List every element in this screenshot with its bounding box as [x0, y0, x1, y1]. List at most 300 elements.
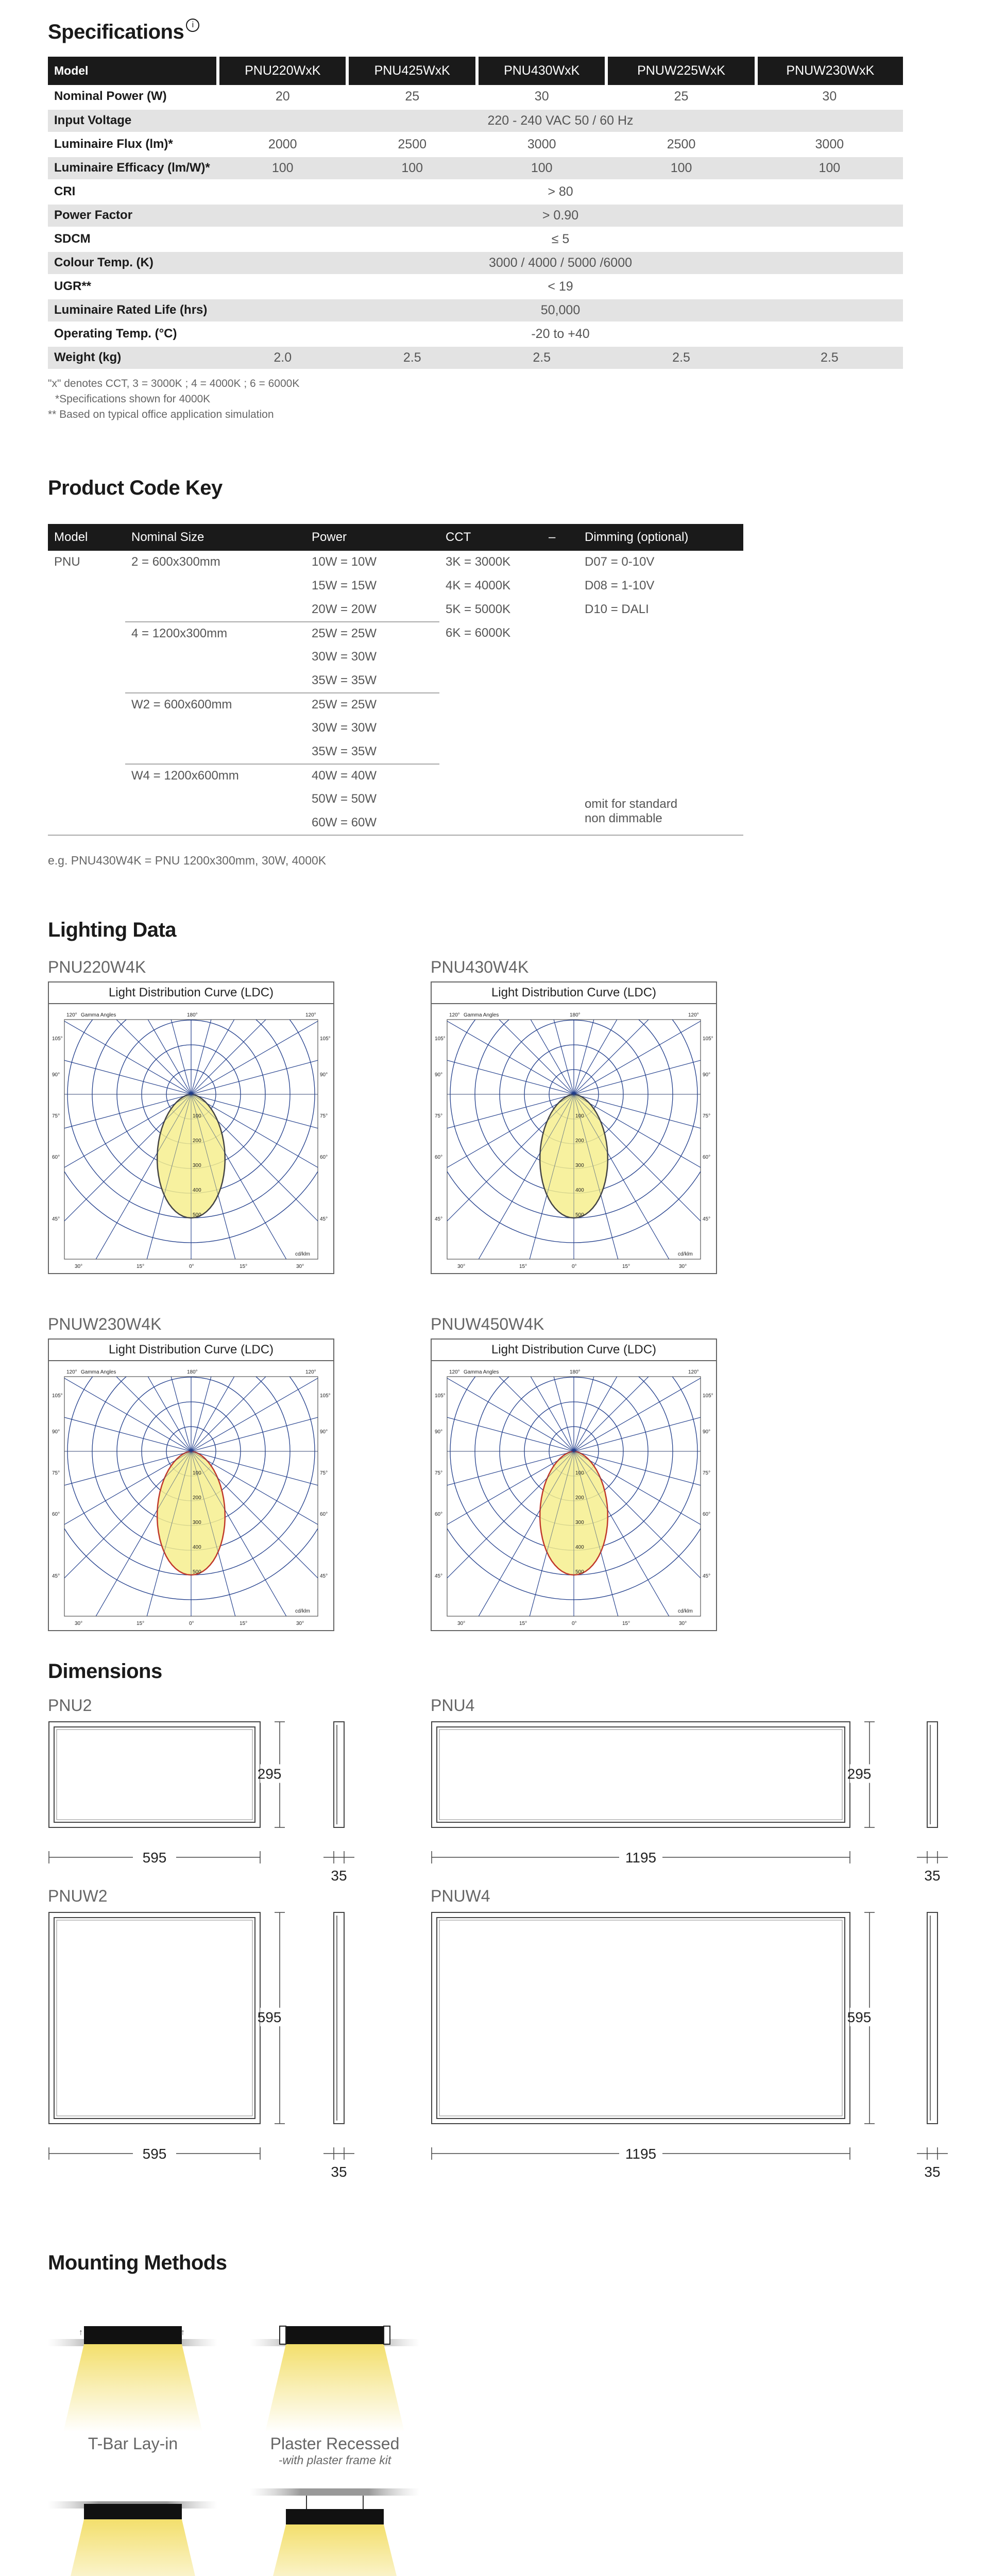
dimension-label: PNU2 — [48, 1696, 92, 1715]
spec-row-value: < 19 — [218, 275, 903, 298]
ldc-angle-left: 60° — [435, 1155, 443, 1160]
ldc-radial-label: 100 — [575, 1113, 584, 1119]
code-size: 2 = 600x300mm — [131, 555, 220, 569]
ldc-angle-top: 120° — [449, 1369, 460, 1375]
code-size — [125, 717, 305, 740]
dimension-depth: 35 — [924, 1868, 941, 1883]
spec-row-label: Nominal Power (W) — [48, 85, 218, 109]
spec-row-value: 25 — [606, 85, 756, 109]
spec-row-value: 25 — [347, 85, 476, 109]
code-power: 35W = 35W — [312, 744, 377, 758]
ldc-angle-bottom: 15° — [240, 1621, 248, 1626]
code-cct: 5K = 5000K — [446, 602, 511, 616]
ldc-angle-right: 105° — [320, 1036, 331, 1042]
code-model — [48, 693, 125, 717]
ldc-ray — [574, 1004, 667, 1094]
code-row — [48, 811, 743, 835]
code-cct — [439, 740, 542, 764]
dimension-width: 595 — [142, 2146, 167, 2162]
ldc-angle-right: 75° — [703, 1470, 711, 1476]
ldc-angle-top: 120° — [688, 1012, 699, 1018]
code-cct — [439, 788, 542, 811]
ldc-angle-left: 75° — [435, 1470, 443, 1476]
spec-note: "x" denotes CCT, 3 = 3000K ; 4 = 4000K ; 6 = 6000K — [48, 378, 300, 389]
spec-row-value: 50,000 — [218, 298, 903, 322]
spec-row — [48, 85, 903, 109]
ldc-angle-right: 105° — [703, 1036, 713, 1042]
code-cct — [439, 717, 542, 740]
code-dimming: D08 = 1-10V — [585, 579, 655, 592]
ldc-angle-left: 105° — [52, 1393, 63, 1399]
spec-row-value: 30 — [756, 85, 903, 109]
ldc-angle-top: 120° — [66, 1012, 77, 1018]
luminaire-body — [286, 2509, 384, 2524]
spec-row — [48, 156, 903, 180]
ldc-angle-right: 45° — [703, 1216, 711, 1222]
svg-text:↑: ↑ — [79, 2328, 83, 2337]
spec-row-value: > 80 — [218, 180, 903, 204]
code-dash — [542, 574, 578, 598]
ldc-radial-label: 100 — [193, 1470, 201, 1476]
code-power: 40W = 40W — [305, 764, 439, 788]
code-model — [48, 764, 125, 788]
code-dash — [542, 764, 578, 788]
ldc-gamma-label: Gamma Angles — [81, 1369, 116, 1375]
spec-row-label: Power Factor — [48, 204, 218, 227]
ldc-angle-right: 90° — [320, 1072, 328, 1078]
spec-row-value: 2.5 — [347, 346, 476, 369]
code-dimming: non dimmable — [578, 811, 743, 835]
ldc-angle-top: 180° — [187, 1369, 198, 1375]
light-beam — [265, 2524, 404, 2576]
ldc-radial-label: 100 — [193, 1113, 201, 1119]
ldc-svg — [432, 1361, 716, 1630]
mounting-illustration — [250, 2308, 420, 2432]
spec-note: *Specifications shown for 4000K — [55, 393, 211, 405]
ldc-angle-bottom: 30° — [75, 1621, 83, 1626]
spec-header-model-col: PNUW230WxK — [756, 57, 903, 85]
ldc-radial-label: 400 — [575, 1188, 584, 1193]
ldc-radial-label: 200 — [193, 1495, 201, 1501]
code-dimming — [578, 693, 743, 717]
ldc-chart-title: Light Distribution Curve (LDC) — [49, 1340, 333, 1361]
info-icon[interactable]: i — [186, 19, 199, 32]
spec-row-value: -20 to +40 — [218, 322, 903, 346]
spec-note: ** Based on typical office application simulation — [48, 409, 274, 420]
spec-row — [48, 227, 903, 251]
ldc-angle-left: 90° — [52, 1429, 60, 1435]
dimension-drawing — [0, 1721, 989, 1883]
ldc-radial-label: 200 — [575, 1138, 584, 1144]
ldc-radial-label: 400 — [193, 1545, 201, 1550]
ldc-angle-bottom: 15° — [622, 1621, 630, 1626]
code-dash — [542, 551, 578, 574]
ldc-radial-label: 400 — [193, 1188, 201, 1193]
code-cct — [439, 811, 542, 835]
ldc-angle-left: 45° — [52, 1573, 60, 1579]
ldc-angle-bottom: 0° — [572, 1621, 577, 1626]
code-row — [48, 598, 743, 622]
code-power: 60W = 60W — [305, 811, 439, 835]
code-row — [48, 717, 743, 740]
ldc-angle-bottom: 30° — [679, 1621, 687, 1626]
code-header: Model — [48, 524, 125, 551]
ldc-angle-left: 75° — [52, 1113, 60, 1119]
ldc-angle-right: 45° — [703, 1573, 711, 1579]
ldc-angle-bottom: 15° — [240, 1264, 248, 1269]
specs-title: Specifications $^i$ — [48, 21, 199, 44]
code-power: 35W = 35W — [312, 673, 377, 687]
spec-row — [48, 204, 903, 227]
ldc-chart — [48, 981, 334, 1274]
spec-row-value: ≤ 5 — [218, 227, 903, 251]
panel-outline — [432, 1722, 850, 1827]
spec-row-value: 2000 — [218, 132, 347, 156]
code-header: – — [542, 524, 578, 551]
ldc-angle-top: 120° — [688, 1369, 699, 1375]
ldc-angle-left: 75° — [52, 1470, 60, 1476]
ldc-gamma-label: Gamma Angles — [464, 1369, 499, 1375]
code-dimming: D07 = 0-10V — [585, 555, 655, 569]
dimension-label: PNUW4 — [431, 1887, 490, 1905]
ldc-angle-right: 45° — [320, 1216, 328, 1222]
panel-outline — [432, 1912, 850, 2124]
ldc-angle-right: 45° — [320, 1573, 328, 1579]
spec-row — [48, 109, 903, 132]
code-dimming — [578, 622, 743, 646]
code-cct: 4K = 4000K — [446, 579, 511, 592]
ldc-angle-left: 75° — [435, 1113, 443, 1119]
luminaire-body — [84, 2504, 182, 2519]
ldc-ray — [191, 1361, 284, 1451]
code-size: 4 = 1200x300mm — [125, 622, 305, 646]
ldc-angle-left: 45° — [52, 1216, 60, 1222]
code-model — [48, 788, 125, 811]
luminaire-body — [84, 2326, 182, 2344]
code-power: 10W = 10W — [312, 555, 377, 569]
ldc-angle-bottom: 15° — [137, 1264, 145, 1269]
ldc-label: PNUW450W4K — [431, 1315, 544, 1333]
ldc-chart-title: Light Distribution Curve (LDC) — [432, 1340, 716, 1361]
ldc-angle-left: 60° — [52, 1512, 60, 1517]
spec-header-model-col: PNU220WxK — [218, 57, 347, 85]
spec-row-value: 2500 — [347, 132, 476, 156]
ldc-angle-top: 120° — [305, 1369, 316, 1375]
code-power: 25W = 25W — [305, 622, 439, 646]
ldc-radial-label: 500 — [193, 1212, 201, 1218]
code-dash — [542, 622, 578, 646]
spec-header-model-col: PNU430WxK — [477, 57, 606, 85]
ldc-angle-top: 180° — [570, 1012, 581, 1018]
dimensions-title: Dimensions — [48, 1660, 162, 1683]
ldc-radial-label: 300 — [193, 1520, 201, 1526]
code-dash — [542, 717, 578, 740]
code-model — [48, 669, 125, 693]
code-size — [125, 598, 305, 622]
ldc-angle-bottom: 30° — [296, 1621, 304, 1626]
dimension-depth: 35 — [924, 2164, 941, 2179]
spec-row-value: 30 — [477, 85, 606, 109]
ldc-radial-label: 500 — [193, 1569, 201, 1575]
ldc-ray — [574, 1361, 667, 1451]
ldc-svg — [432, 1004, 716, 1273]
ldc-chart-title: Light Distribution Curve (LDC) — [432, 982, 716, 1004]
spec-row — [48, 275, 903, 298]
code-dimming: D10 = DALI — [585, 602, 649, 616]
spec-row-value: 2500 — [606, 132, 756, 156]
light-beam — [265, 2344, 404, 2432]
code-dimming — [578, 646, 743, 669]
light-beam — [63, 2344, 202, 2432]
code-power: 20W = 20W — [312, 602, 377, 616]
code-cct — [439, 764, 542, 788]
spec-row-label: Luminaire Efficacy (lm/W)* — [48, 156, 218, 180]
ldc-angle-top: 120° — [449, 1012, 460, 1018]
dimension-label: PNUW2 — [48, 1887, 108, 1905]
code-key-title: Product Code Key — [48, 477, 223, 499]
spec-row-value: 2.5 — [756, 346, 903, 369]
code-model — [48, 717, 125, 740]
code-model — [48, 811, 125, 835]
spec-header-model-col: PNUW225WxK — [606, 57, 756, 85]
code-model — [48, 622, 125, 646]
ldc-angle-right: 60° — [320, 1512, 328, 1517]
ldc-angle-bottom: 0° — [572, 1264, 577, 1269]
panel-side-profile — [927, 1912, 937, 2124]
panel-side-profile — [927, 1722, 937, 1827]
code-row — [48, 764, 743, 788]
code-cct: 6K = 6000K — [446, 626, 511, 640]
ldc-angle-right: 60° — [703, 1512, 711, 1517]
ldc-angle-bottom: 15° — [519, 1264, 527, 1269]
ldc-angle-left: 60° — [435, 1512, 443, 1517]
code-model — [48, 598, 125, 622]
ldc-radial-label: 500 — [575, 1212, 584, 1218]
ldc-angle-left: 60° — [52, 1155, 60, 1160]
code-header: Power — [305, 524, 439, 551]
ldc-angle-right: 60° — [320, 1155, 328, 1160]
mounting-name: T-Bar Lay-in — [88, 2434, 178, 2453]
ldc-angle-left: 90° — [435, 1072, 443, 1078]
ldc-radial-label: 500 — [575, 1569, 584, 1575]
dimension-label: PNU4 — [431, 1696, 475, 1715]
spec-row-value: 100 — [477, 156, 606, 180]
dimension-drawing — [0, 1911, 989, 2179]
code-power: 15W = 15W — [312, 579, 377, 592]
code-row — [48, 646, 743, 669]
code-key-table — [48, 524, 743, 836]
code-dash — [542, 788, 578, 811]
spec-row-value: > 0.90 — [218, 204, 903, 227]
dimension-depth: 35 — [331, 2164, 347, 2179]
spec-row-value: 3000 — [756, 132, 903, 156]
code-row — [48, 740, 743, 764]
spec-row-label: Weight (kg) — [48, 346, 218, 369]
spec-row-label: Input Voltage — [48, 109, 218, 132]
ldc-angle-top: 180° — [187, 1012, 198, 1018]
ldc-radial-label: 200 — [575, 1495, 584, 1501]
code-dimming — [578, 764, 743, 788]
ldc-angle-right: 105° — [703, 1393, 713, 1399]
ldc-label: PNU430W4K — [431, 958, 529, 976]
ldc-angle-right: 75° — [703, 1113, 711, 1119]
ldc-angle-bottom: 0° — [189, 1264, 194, 1269]
spec-row — [48, 132, 903, 156]
mounting-caption — [43, 2434, 223, 2453]
ldc-angle-right: 105° — [320, 1393, 331, 1399]
spec-row-label: Operating Temp. (°C) — [48, 322, 218, 346]
spec-row — [48, 346, 903, 369]
ldc-angle-bottom: 15° — [137, 1621, 145, 1626]
ldc-gamma-label: Gamma Angles — [81, 1012, 116, 1018]
spec-row — [48, 251, 903, 275]
spec-row — [48, 298, 903, 322]
ldc-angle-top: 120° — [66, 1369, 77, 1375]
luminaire-body — [286, 2326, 384, 2344]
dimension-height: 595 — [257, 2009, 282, 2025]
ldc-radial-label: 200 — [193, 1138, 201, 1144]
dimension-width: 1195 — [625, 1850, 657, 1866]
ldc-angle-bottom: 0° — [189, 1621, 194, 1626]
code-model — [48, 574, 125, 598]
code-header: Nominal Size — [125, 524, 305, 551]
code-dash — [542, 598, 578, 622]
code-model: PNU — [54, 555, 80, 569]
spec-row-value: 20 — [218, 85, 347, 109]
code-dimming — [578, 717, 743, 740]
code-dash — [542, 669, 578, 693]
spec-row-label: SDCM — [48, 227, 218, 251]
code-row — [48, 551, 743, 574]
ldc-radial-label: 300 — [575, 1520, 584, 1526]
code-power: 30W = 30W — [312, 650, 377, 664]
ldc-angle-bottom: 15° — [622, 1264, 630, 1269]
code-model — [48, 740, 125, 764]
mounting-name: Plaster Recessed — [270, 2434, 400, 2453]
spec-row-value: 100 — [347, 156, 476, 180]
ldc-unit-label: cd/klm — [295, 1251, 310, 1257]
ldc-ray — [191, 1004, 284, 1094]
code-row — [48, 574, 743, 598]
ldc-angle-right: 75° — [320, 1470, 328, 1476]
code-size: W2 = 600x600mm — [125, 693, 305, 717]
spec-row-value: 2.0 — [218, 346, 347, 369]
ldc-svg — [49, 1004, 333, 1273]
code-model — [48, 646, 125, 669]
code-dash — [542, 740, 578, 764]
code-power: 25W = 25W — [305, 693, 439, 717]
mounting-illustration — [48, 2308, 218, 2432]
mounting-illustration — [48, 2483, 218, 2576]
spec-row-value: 100 — [218, 156, 347, 180]
mounting-title: Mounting Methods — [48, 2251, 227, 2274]
ldc-radial-label: 300 — [193, 1163, 201, 1168]
ceiling — [250, 2488, 420, 2496]
code-example: e.g. PNU430W4K = PNU 1200x300mm, 30W, 4000K — [48, 854, 327, 867]
ldc-chart — [431, 981, 717, 1274]
code-size: W4 = 1200x600mm — [125, 764, 305, 788]
spec-row-label: Luminaire Rated Life (hrs) — [48, 298, 218, 322]
ldc-angle-right: 90° — [703, 1072, 711, 1078]
code-row — [48, 693, 743, 717]
code-header: Dimming (optional) — [578, 524, 743, 551]
mounting-illustration — [250, 2483, 420, 2576]
code-row — [48, 788, 743, 811]
spec-row-value: 3000 / 4000 / 5000 /6000 — [218, 251, 903, 275]
specs-table — [48, 57, 903, 370]
code-size — [125, 574, 305, 598]
spec-row-value: 2.5 — [477, 346, 606, 369]
code-dimming — [578, 669, 743, 693]
spec-row-value: 3000 — [477, 132, 606, 156]
ldc-svg — [49, 1361, 333, 1630]
ldc-unit-label: cd/klm — [678, 1608, 693, 1614]
ldc-unit-label: cd/klm — [678, 1251, 693, 1257]
code-row — [48, 669, 743, 693]
ldc-angle-top: 120° — [305, 1012, 316, 1018]
ldc-angle-left: 90° — [435, 1429, 443, 1435]
ldc-chart — [431, 1338, 717, 1631]
dimension-width: 1195 — [625, 2146, 657, 2162]
dimension-width: 595 — [142, 1850, 167, 1866]
spec-row-label: CRI — [48, 180, 218, 204]
code-row — [48, 622, 743, 646]
spec-header-model-col: PNU425WxK — [347, 57, 476, 85]
mounting-sub: -with plaster frame kit — [278, 2453, 391, 2467]
ldc-angle-left: 45° — [435, 1216, 443, 1222]
ldc-angle-bottom: 30° — [679, 1264, 687, 1269]
ldc-angle-left: 105° — [435, 1393, 446, 1399]
lighting-title: Lighting Data — [48, 919, 177, 941]
spec-row — [48, 322, 903, 346]
code-power: 30W = 30W — [312, 721, 377, 735]
ldc-angle-left: 105° — [52, 1036, 63, 1042]
spec-row-value: 100 — [756, 156, 903, 180]
ldc-unit-label: cd/klm — [295, 1608, 310, 1614]
ldc-radial-label: 400 — [575, 1545, 584, 1550]
code-dash — [542, 811, 578, 835]
ldc-angle-left: 90° — [52, 1072, 60, 1078]
code-size — [125, 740, 305, 764]
dimension-height: 595 — [847, 2009, 872, 2025]
spec-row — [48, 180, 903, 204]
spec-row-label: Luminaire Flux (lm)* — [48, 132, 218, 156]
dimension-depth: 35 — [331, 1868, 347, 1883]
svg-text:↑: ↑ — [181, 2328, 185, 2337]
ldc-radial-label: 100 — [575, 1470, 584, 1476]
ldc-angle-bottom: 30° — [296, 1264, 304, 1269]
spec-row-value: 220 - 240 VAC 50 / 60 Hz — [218, 109, 903, 132]
code-cct — [439, 693, 542, 717]
code-cct — [439, 669, 542, 693]
code-size — [125, 646, 305, 669]
code-size — [125, 811, 305, 835]
ldc-angle-bottom: 30° — [457, 1621, 466, 1626]
ldc-label: PNUW230W4K — [48, 1315, 162, 1333]
code-size — [125, 669, 305, 693]
dimension-height: 295 — [847, 1766, 872, 1782]
spec-row-value: 100 — [606, 156, 756, 180]
ldc-angle-bottom: 30° — [457, 1264, 466, 1269]
ldc-angle-right: 90° — [703, 1429, 711, 1435]
code-dash — [542, 693, 578, 717]
ldc-angle-right: 60° — [703, 1155, 711, 1160]
spec-row-label: UGR** — [48, 275, 218, 298]
code-dash — [542, 646, 578, 669]
ldc-angle-right: 75° — [320, 1113, 328, 1119]
spec-row-label: Colour Temp. (K) — [48, 251, 218, 275]
ldc-angle-top: 180° — [570, 1369, 581, 1375]
